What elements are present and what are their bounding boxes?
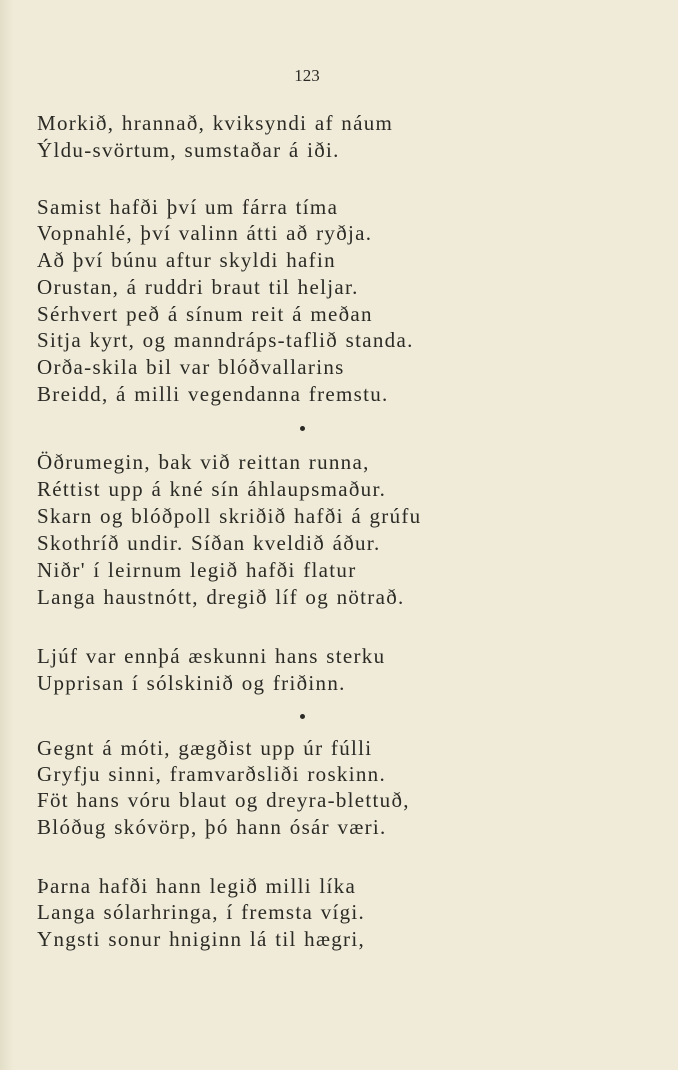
verse-line: Yngsti sonur hniginn lá til hægri,: [37, 927, 366, 951]
verse-line: Ýldu-svörtum, sumstaðar á iði.: [37, 138, 340, 162]
verse-line: Niðr' í leirnum legið hafði flatur: [37, 558, 357, 582]
verse-line: Réttist upp á kné sín áhlaupsmaður.: [37, 477, 387, 501]
section-divider-dot: [300, 714, 305, 719]
verse-line: Vopnahlé, því valinn átti að ryðja.: [37, 221, 373, 245]
verse-line: Langa haustnótt, dregið líf og nötrað.: [37, 585, 405, 609]
verse-line: Ljúf var ennþá æskunni hans sterku: [37, 644, 386, 668]
page-number: 123: [294, 66, 320, 85]
verse-line: Öðrumegin, bak við reittan runna,: [37, 450, 370, 474]
verse-line: Gegnt á móti, gægðist upp úr fúlli: [37, 736, 373, 760]
verse-line: Blóðug skóvörp, þó hann ósár væri.: [37, 815, 387, 839]
verse-line: Samist hafði því um fárra tíma: [37, 195, 339, 219]
verse-line: Að því búnu aftur skyldi hafin: [37, 248, 336, 272]
section-divider-dot: [300, 426, 305, 431]
verse-line: Breidd, á milli vegendanna fremstu.: [37, 382, 389, 406]
page-edge-shadow: [0, 0, 14, 1070]
verse-line: Upprisan í sólskinið og friðinn.: [37, 671, 346, 695]
verse-line: Föt hans vóru blaut og dreyra-blettuð,: [37, 788, 410, 812]
verse-line: Morkið, hrannað, kviksyndi af náum: [37, 111, 394, 135]
verse-line: Skothríð undir. Síðan kveldið áður.: [37, 531, 381, 555]
verse-line: Orustan, á ruddri braut til heljar.: [37, 275, 359, 299]
verse-line: Sérhvert peð á sínum reit á meðan: [37, 302, 373, 326]
verse-line: Sitja kyrt, og manndráps-taflið standa.: [37, 328, 414, 352]
verse-line: Gryfju sinni, framvarðsliði roskinn.: [37, 762, 387, 786]
verse-line: Skarn og blóðpoll skriðið hafði á grúfu: [37, 504, 422, 528]
verse-line: Orða-skila bil var blóðvallarins: [37, 355, 345, 379]
verse-line: Þarna hafði hann legið milli líka: [37, 874, 357, 898]
verse-line: Langa sólarhringa, í fremsta vígi.: [37, 900, 366, 924]
